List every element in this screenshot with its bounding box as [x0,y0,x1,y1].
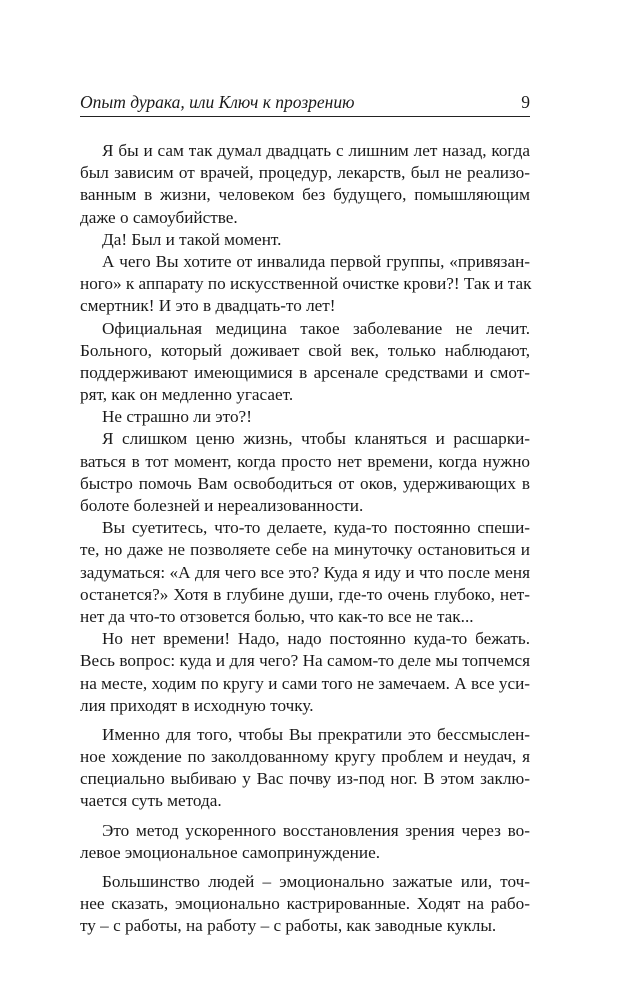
paragraph-gap [80,813,530,820]
paragraph-gap [80,864,530,871]
body-text [80,140,530,938]
text-line: левое эмоциональное самопринуждение. [80,842,381,862]
paragraph [80,428,530,517]
text-line: болоте болезней и нереализованности. [80,496,364,515]
text-line: Я бы и сам так думал двадцать с лишним лет назад, когда [102,141,530,160]
text-line: лия приходят в исходную точку. [80,695,314,715]
paragraph [80,318,530,407]
text-line: ванным в жизни, человеком без будущего, помышляющим [80,185,530,205]
text-line: Но нет времени! Надо, надо постоянно куда-то бежать. [102,629,530,649]
text-line: те, но даже не позволяете себе на минуточку остановиться и [80,540,530,560]
text-line: Весь вопрос: куда и для чего? На самом-то деле мы топчемся [80,651,530,671]
text-line: Это метод ускоренного восстановления зрения через во- [102,820,530,840]
text-line: Я слишком ценю жизнь, чтобы кланяться и расшарки- [102,429,530,449]
text-line: специально выбиваю у Вас почву из-под ног. В этом заклю- [80,769,530,789]
text-line: задуматься: «А для чего все это? Куда я иду и что после меня [80,562,530,582]
text-line: останется?» Хотя в глубине души, где-то очень глубоко, нет- [80,584,530,604]
text-line: быстро помочь Вам освободиться от оков, удерживающих в [80,473,530,493]
text-line: Больного, который доживает свой век, только наблюдают, [80,340,530,360]
paragraph [80,820,530,864]
text-line: Большинство людей – эмоционально зажатые или, точ- [102,872,530,891]
page-number: 9 [521,92,530,112]
text-line: Именно для того, чтобы Вы прекратили это бессмыслен- [102,724,530,744]
text-line: нет да что-то отзовется болью, что как-то все не так... [80,606,474,626]
text-line: поддерживают имеющимися в арсенале средствами и смот- [80,362,530,382]
text-line: чается суть метода. [80,791,222,811]
text-line: ту – с работы, на работу – с работы, как заводные куклы. [80,916,497,936]
text-line: смертник! И это в двадцать-то лет! [80,296,336,316]
running-header [80,92,530,117]
text-line: ное хождение по заколдованному кругу проблем и неудач, я [80,747,530,767]
text-line: даже о самоубийстве. [80,207,238,227]
paragraph [80,724,530,813]
text-line: Не страшно ли это?! [102,407,252,427]
paragraph [80,251,530,318]
paragraph-gap [80,717,530,724]
text-line: А чего Вы хотите от инвалида первой группы, «привязан- [102,251,530,271]
paragraph [80,229,530,251]
text-line: Официальная медицина такое заболевание не лечит. [102,318,530,338]
text-line: нее сказать, эмоционально кастрированные. Ходят на рабо- [80,894,530,914]
paragraph [80,517,530,628]
paragraph [80,871,530,938]
text-line: на месте, ходим по кругу и сами того не замечаем. А все уси- [80,673,530,693]
paragraph [80,628,530,717]
running-title: Опыт дурака, или Ключ к прозрению [80,92,355,112]
text-line: Вы суетитесь, что-то делаете, куда-то постоянно спеши- [102,518,530,538]
paragraph [80,406,530,428]
text-line: Да! Был и такой момент. [102,229,282,249]
text-line: был зависим от врачей, процедур, лекарств, был не реализо- [80,163,530,183]
paragraph [80,140,530,229]
text-line: ваться в тот момент, когда просто нет времени, когда нужно [80,451,530,471]
text-line: рят, как он медленно угасает. [80,385,294,405]
text-line: ного» к аппарату по искусственной очистке крови?! Так и так [80,274,532,294]
